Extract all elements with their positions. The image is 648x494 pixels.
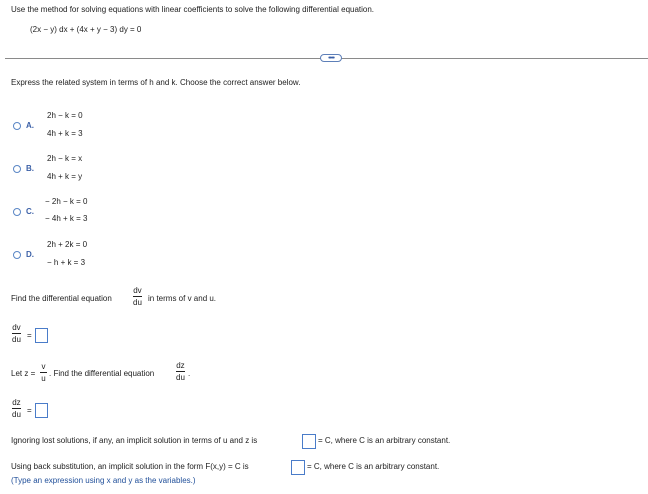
fraction-bar xyxy=(40,372,47,373)
dzdu-answer-num: dz xyxy=(12,398,21,407)
diffeq-prompt-after: in terms of v and u. xyxy=(148,294,217,303)
dvdu-num: dv xyxy=(133,286,142,295)
dzdu-answer-input[interactable] xyxy=(35,403,48,418)
option-c-line2: − 4h + k = 3 xyxy=(45,214,88,223)
dzdu-den: du xyxy=(176,373,185,382)
dvdu-answer-input[interactable] xyxy=(35,328,48,343)
implicit-uz-after: = C, where C is an arbitrary constant. xyxy=(318,436,451,445)
fraction-bar xyxy=(133,296,142,297)
implicit-uz-before: Ignoring lost solutions, if any, an implicit solution in terms of u and z is xyxy=(11,436,258,445)
letz-num: v xyxy=(41,362,46,371)
option-a-radio[interactable] xyxy=(13,122,21,130)
letz-den: u xyxy=(41,374,46,383)
dvdu-answer-den: du xyxy=(12,335,21,344)
dvdu-fraction xyxy=(133,286,142,307)
option-c-letter: C. xyxy=(26,207,34,216)
option-b-letter: B. xyxy=(26,164,34,173)
implicit-xy-input[interactable] xyxy=(291,460,305,475)
letz-before: Let z = xyxy=(11,369,36,378)
dzdu-num: dz xyxy=(176,361,185,370)
dvdu-answer-num: dv xyxy=(12,323,21,332)
diffeq-prompt-before: Find the differential equation xyxy=(11,294,112,303)
implicit-xy-after: = C, where C is an arbitrary constant. xyxy=(307,462,440,471)
question-instruction: Use the method for solving equations with linear coefficients to solve the following differential equation. xyxy=(11,5,375,14)
fraction-bar xyxy=(176,371,185,372)
dvdu-den: du xyxy=(133,298,142,307)
implicit-xy-note: (Type an expression using x and y as the variables.) xyxy=(11,476,196,485)
letz-end: . xyxy=(188,369,191,378)
option-d-line1: 2h + 2k = 0 xyxy=(47,240,88,249)
fraction-bar xyxy=(12,333,21,334)
dvdu-equals: = xyxy=(27,331,32,340)
option-b-radio[interactable] xyxy=(13,165,21,173)
implicit-uz-input[interactable] xyxy=(302,434,316,449)
fraction-bar xyxy=(12,408,21,409)
option-b-line1: 2h − k = x xyxy=(47,154,83,163)
system-prompt: Express the related system in terms of h and k. Choose the correct answer below. xyxy=(11,78,301,87)
letz-middle: . Find the differential equation xyxy=(49,369,155,378)
dzdu-answer-den: du xyxy=(12,410,21,419)
dzdu-equals: = xyxy=(27,406,32,415)
letz-fraction xyxy=(40,362,47,383)
dvdu-answer-fraction xyxy=(12,323,21,344)
option-a-line1: 2h − k = 0 xyxy=(47,111,83,120)
option-c-line1: − 2h − k = 0 xyxy=(45,197,88,206)
option-d-radio[interactable] xyxy=(13,251,21,259)
implicit-xy-before: Using back substitution, an implicit solution in the form F(x,y) = C is xyxy=(11,462,249,471)
more-button[interactable]: •••• xyxy=(320,54,342,62)
option-b-line2: 4h + k = y xyxy=(47,172,83,181)
option-d-line2: − h + k = 3 xyxy=(47,258,86,267)
option-c-radio[interactable] xyxy=(13,208,21,216)
dzdu-answer-fraction xyxy=(12,398,21,419)
dzdu-fraction xyxy=(176,361,185,382)
option-a-letter: A. xyxy=(26,121,34,130)
option-d-letter: D. xyxy=(26,250,34,259)
question-equation: (2x − y) dx + (4x + y − 3) dy = 0 xyxy=(30,25,142,34)
option-a-line2: 4h + k = 3 xyxy=(47,129,83,138)
